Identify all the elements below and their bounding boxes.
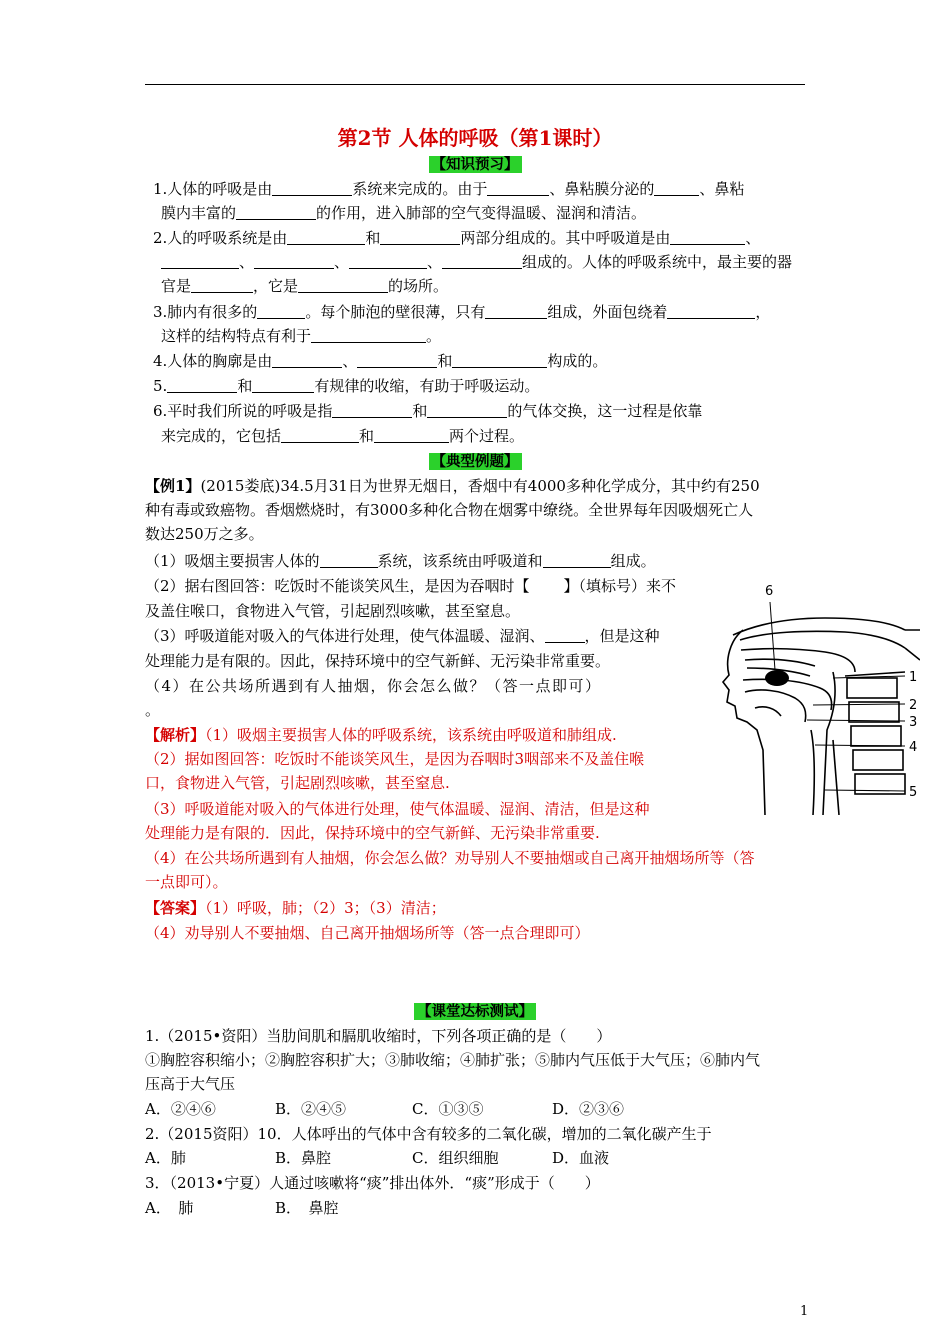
analysis-line-5: 处理能力是有限的．因此，保持环境中的空气新鲜、无污染非常重要.	[145, 824, 600, 842]
section-preview-header: 【知识预习】	[0, 153, 950, 174]
example-q1: （1）吸烟主要损害人体的 系统，该系统由呼吸道和 组成。	[145, 552, 656, 570]
test-q3: 3．（2013•宁夏）人通过咳嗽将“痰”排出体外．“痰”形成于（ ）	[145, 1174, 600, 1192]
figure-label-2: 2	[909, 698, 918, 713]
example-line-1: 【例1】(2015娄底)34.5月31日为世界无烟日，香烟中有4000多种化学成分，其中约有250	[145, 477, 760, 495]
respiratory-head-figure	[715, 580, 920, 815]
preview-line-10: 6.平时我们所说的呼吸是指 和 的气体交换，这一过程是依靠	[153, 402, 703, 420]
example-q4: （4）在公共场所遇到有人抽烟，你会怎么做？（答一点即可）	[145, 677, 602, 695]
answer-line-1: 【答案】（1）呼吸，肺；（2）3；（3）清洁；	[145, 899, 446, 917]
test-q1-statements: ①胸腔容积缩小；②胸腔容积扩大；③肺收缩；④肺扩张；⑤肺内气压低于大气压；⑥肺内气	[145, 1051, 761, 1069]
preview-line-3: 2.人的呼吸系统是由 和 两部分组成的。其中呼吸道是由 、	[153, 229, 761, 247]
test-q3-option-a: A． 肺	[145, 1199, 194, 1217]
skull-line	[733, 618, 905, 635]
analysis-line-7: 一点即可）。	[145, 873, 228, 891]
test-q2-option-d: D．血液	[552, 1149, 610, 1167]
test-q1-option-c: C．①③⑤	[412, 1100, 484, 1118]
figure-label-5: 5	[909, 785, 918, 800]
example-q2: （2）据右图回答：吃饭时不能谈笑风生，是因为吞咽时【 】（填标号）来不	[145, 577, 677, 595]
face-outline	[723, 630, 765, 815]
preview-line-7: 这样的结构特点有利于 。	[161, 327, 442, 345]
preview-line-1: 1.人体的呼吸是由 系统来完成的。由于 、鼻粘膜分泌的 、鼻粘	[153, 180, 745, 198]
example-line-3: 数达250万之多。	[145, 525, 264, 543]
section-example-header: 【典型例题】	[0, 450, 950, 471]
page-title: 第2节 人体的呼吸（第1课时）	[337, 126, 613, 150]
preview-line-5: 官是 ，它是 的场所。	[161, 277, 449, 295]
analysis-line-2: （2）据如图回答：吃饭时不能谈笑风生，是因为吞咽时3咽部来不及盖住喉	[145, 750, 645, 768]
figure-label-4: 4	[909, 740, 918, 755]
test-q1-option-b: B．②④⑤	[275, 1100, 347, 1118]
example-q3-cont: 处理能力是有限的。因此，保持环境中的空气新鲜、无污染非常重要。	[145, 652, 611, 670]
preview-line-2: 膜内丰富的 的作用，进入肺部的空气变得温暖、湿润和清洁。	[161, 204, 647, 222]
preview-line-4: 、 、 、 组成的。人体的呼吸系统中，最主要的器	[161, 250, 792, 274]
test-q2-option-a: A．肺	[145, 1149, 186, 1167]
test-q2-option-c: C．组织细胞	[412, 1149, 499, 1167]
analysis-line-1: 【解析】（1）吸烟主要损害人体的呼吸系统，该系统由呼吸道和肺组成.	[145, 726, 617, 744]
figure-label-1: 1	[909, 670, 918, 685]
test-q2: 2.（2015资阳）10．人体呼出的气体中含有较多的二氧化碳，增加的二氧化碳产生于	[145, 1125, 712, 1143]
preview-line-8: 4.人体的胸廓是由 、 和 构成的。	[153, 352, 608, 370]
analysis-line-6: （4）在公共场所遇到有人抽烟，你会怎么做？劝导别人不要抽烟或自己离开抽烟场所等（答	[145, 849, 755, 867]
test-q1: 1.（2015•资阳）当肋间肌和膈肌收缩时，下列各项正确的是（ ）	[145, 1027, 612, 1045]
page-number: 1	[800, 1304, 809, 1319]
section-test-header: 【课堂达标测试】	[0, 1000, 950, 1021]
figure-label-6: 6	[765, 584, 774, 599]
test-q3-option-b: B． 鼻腔	[275, 1199, 339, 1217]
figure-label-3: 3	[909, 715, 918, 730]
answer-line-2: （4）劝导别人不要抽烟、自己离开抽烟场所等（答一点合理即可）	[145, 924, 590, 942]
preview-line-9: 5. 和 有规律的收缩，有助于呼吸运动。	[153, 377, 540, 395]
nasal-ellipse-mark	[765, 670, 789, 686]
preview-line-11: 来完成的，它包括 和 两个过程。	[161, 427, 525, 445]
test-q1-option-a: A．②④⑥	[145, 1100, 216, 1118]
example-q4-answer-blank: 。	[145, 701, 161, 719]
test-q1-option-d: D．②③⑥	[552, 1100, 625, 1118]
test-q1-statements-cont: 压高于大气压	[145, 1075, 236, 1093]
test-q2-option-b: B．鼻腔	[275, 1149, 332, 1167]
example-q2-cont: 及盖住喉口，食物进入气管，引起剧烈咳嗽，甚至窒息。	[145, 602, 521, 620]
analysis-line-3: 口，食物进入气管，引起剧烈咳嗽，甚至窒息.	[145, 774, 450, 792]
example-line-2: 种有毒或致癌物。香烟燃烧时，有3000多种化合物在烟雾中缭绕。全世界每年因吸烟死亡人	[145, 501, 754, 519]
preview-line-6: 3.肺内有很多的 。每个肺泡的壁很薄，只有 组成，外面包绕着 ，	[153, 303, 771, 321]
analysis-line-4: （3）呼吸道能对吸入的气体进行处理，使气体温暖、湿润、清洁，但是这种	[145, 800, 650, 818]
example-q3: （3）呼吸道能对吸入的气体进行处理，使气体温暖、湿润、 ，但是这种	[145, 627, 660, 645]
header-rule	[145, 84, 805, 85]
